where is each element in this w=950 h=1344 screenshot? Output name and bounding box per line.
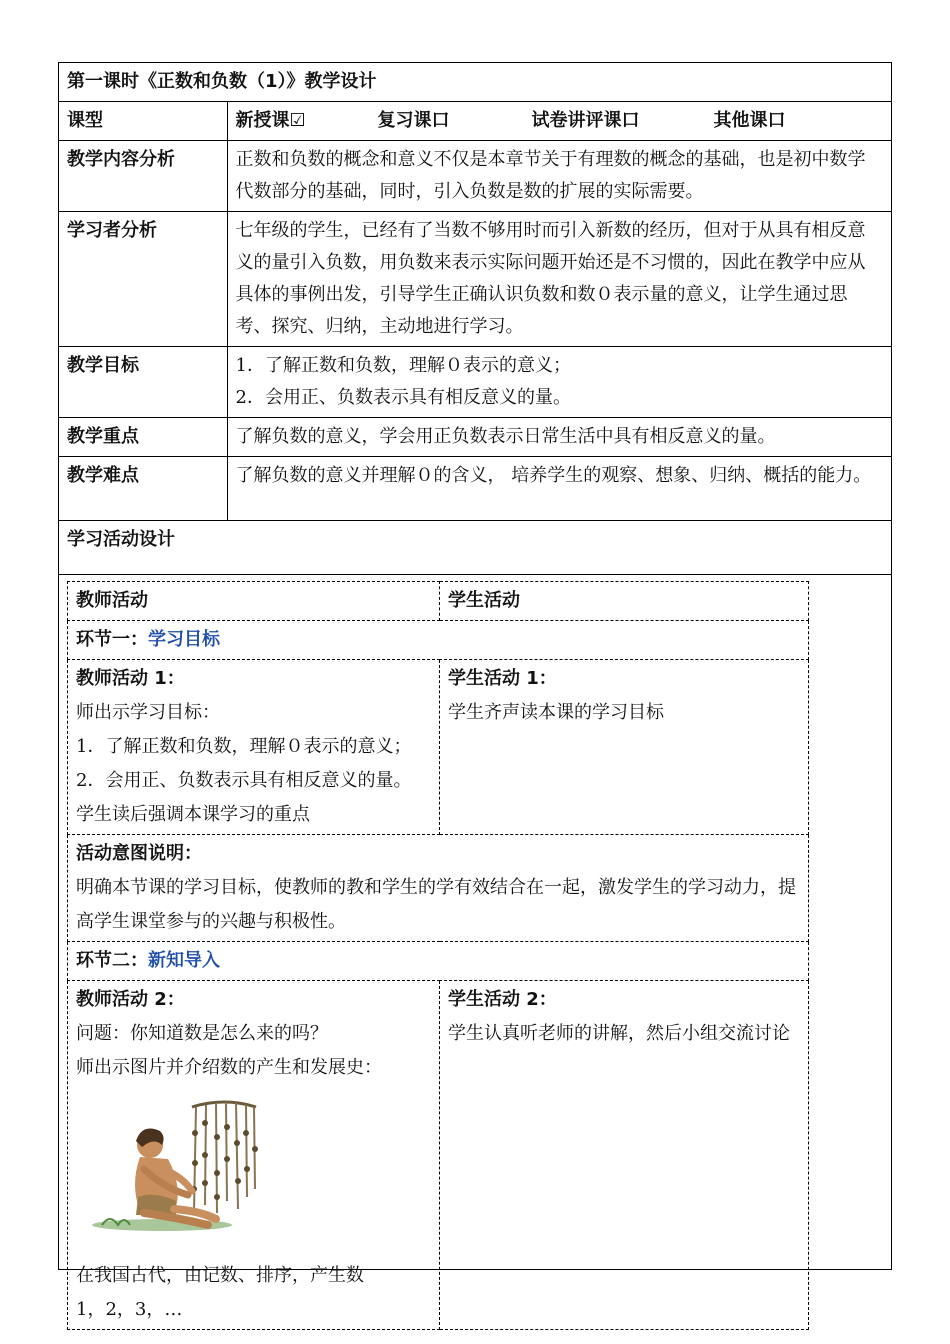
student-activity-1-text: 学生齐声读本课的学习目标: [448, 702, 664, 723]
activity-intent: [68, 835, 809, 942]
section-2-name: 新知导入: [148, 950, 220, 971]
key-points-text: 了解负数的意义，学会用正负数表示日常生活中具有相反意义的量。: [227, 418, 891, 457]
activity-intent-title: 活动意图说明：: [76, 843, 202, 864]
teacher-activity-2-line-1: 问题：你知道数是怎么来的吗？: [76, 1023, 328, 1044]
student-activity-1: [440, 660, 809, 835]
student-activity-2: [440, 981, 809, 1330]
teacher-activity-1: [68, 660, 440, 835]
teacher-activity-header: 教师活动: [68, 582, 440, 621]
teaching-goals-label: 教学目标: [59, 347, 227, 418]
goal-1: 1．了解正数和负数，理解０表示的意义；: [235, 355, 571, 376]
learner-analysis-text: 七年级的学生，已经有了当数不够用时而引入新数的经历，但对于从具有相反意义的量引入负数，用负数来表示实际问题开始还是不习惯的，因此在教学中应从具体的事例出发，引导学生正确认识负数和数０表示量的意义，让学生通过思考、探究、归纳，主动地进行学习。: [227, 212, 891, 347]
teacher-activity-2-after-1: 在我国古代，由记数、排序，产生数: [76, 1265, 364, 1286]
activity-table-wrap: [67, 581, 809, 1330]
student-activity-2-text: 学生认真听老师的讲解，然后小组交流讨论: [448, 1023, 790, 1044]
difficulties-label: 教学难点: [59, 457, 227, 521]
student-activity-header: 学生活动: [440, 582, 809, 621]
teacher-activity-2: [68, 981, 440, 1330]
learner-analysis-label: 学习者分析: [59, 212, 227, 347]
activity-table: [67, 581, 809, 1330]
document-title: 第一课时《正数和负数（1）》教学设计: [59, 63, 891, 102]
option-review-lesson: 复习课口: [377, 110, 450, 131]
option-new-lesson: 新授课☑: [235, 110, 306, 131]
lesson-type-options: [227, 102, 891, 141]
teaching-goals-text: [227, 347, 891, 418]
teacher-activity-1-line-1: 师出示学习目标：: [76, 702, 220, 723]
primitive-counting-illustration: [84, 1093, 284, 1233]
section-1-prefix: 环节一：: [76, 629, 148, 650]
option-other-lesson: 其他课口: [713, 110, 786, 131]
content-analysis-text: 正数和负数的概念和意义不仅是本章节关于有理数的概念的基础，也是初中数学代数部分的基础，同时，引入负数是数的扩展的实际需要。: [227, 141, 891, 212]
lesson-type-label: 课型: [59, 102, 227, 141]
activity-intent-text: 明确本节课的学习目标，使教师的教和学生的学有效结合在一起，激发学生的学习动力，提高学生课堂参与的兴趣与积极性。: [76, 877, 796, 932]
teacher-activity-2-line-2: 师出示图片并介绍数的产生和发展史：: [76, 1057, 382, 1078]
activity-design-label: 学习活动设计: [59, 521, 891, 575]
teacher-activity-1-title: 教师活动 1：: [76, 668, 185, 689]
content-analysis-label: 教学内容分析: [59, 141, 227, 212]
difficulties-text: 了解负数的意义并理解０的含义， 培养学生的观察、想象、归纳、概括的能力。: [227, 457, 891, 521]
section-1-header: [68, 621, 809, 660]
teacher-activity-1-line-2: 1．了解正数和负数，理解０表示的意义；: [76, 736, 412, 757]
teacher-activity-2-after-2: 1，2，3，…: [76, 1299, 183, 1320]
goal-2: 2．会用正、负数表示具有相反意义的量。: [235, 387, 571, 408]
teacher-activity-1-line-3: 2．会用正、负数表示具有相反意义的量。: [76, 770, 412, 791]
student-activity-2-title: 学生活动 2：: [448, 989, 557, 1010]
teacher-activity-2-title: 教师活动 2：: [76, 989, 185, 1010]
lesson-plan-sheet: [58, 62, 892, 1320]
option-exam-review-lesson: 试卷讲评课口: [531, 110, 640, 131]
section-1-name: 学习目标: [148, 629, 220, 650]
section-2-prefix: 环节二：: [76, 950, 148, 971]
student-activity-1-title: 学生活动 1：: [448, 668, 557, 689]
teacher-activity-1-line-4: 学生读后强调本课学习的重点: [76, 804, 310, 825]
section-2-header: [68, 942, 809, 981]
key-points-label: 教学重点: [59, 418, 227, 457]
lesson-plan-table: [59, 63, 891, 575]
